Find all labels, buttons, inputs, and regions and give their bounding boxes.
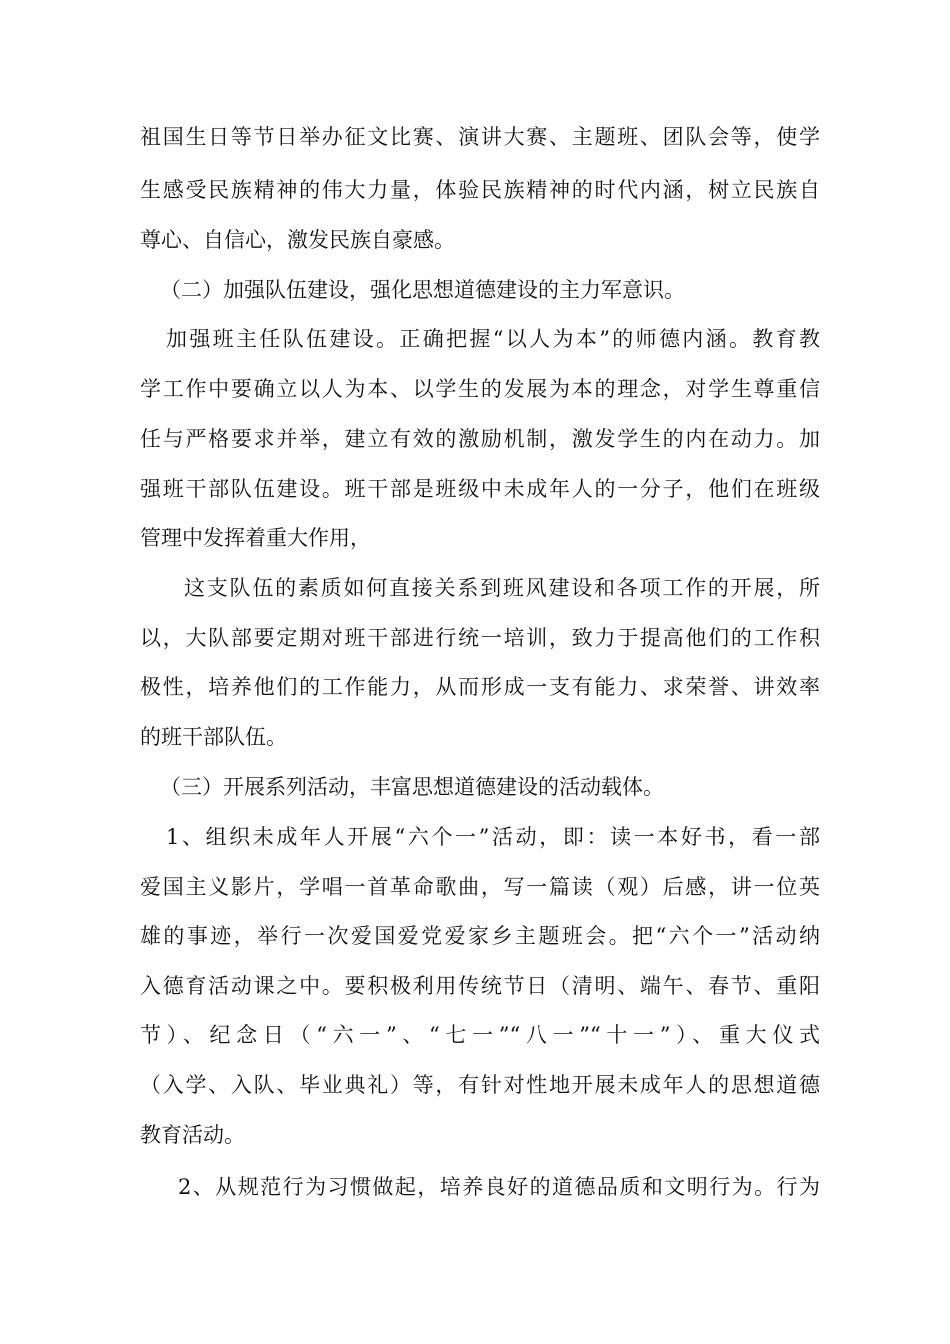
text-line: 祖国生日等节日举办征文比赛、演讲大赛、主题班、团队会等，使学 xyxy=(140,125,820,149)
text-line: 这支队伍的素质如何直接关系到班风建设和各项工作的开展，所 xyxy=(184,576,820,600)
text-line: 学工作中要确立以人为本、以学生的发展为本的理念，对学生尊重信 xyxy=(140,377,820,401)
text-line: 管理中发挥着重大作用， xyxy=(140,526,371,550)
text-line: 的班干部队伍。 xyxy=(140,725,287,749)
section-heading: （二）加强队伍建设，强化思想道德建设的主力军意识。 xyxy=(160,278,685,302)
text-line: 生感受民族精神的伟大力量，体验民族精神的时代内涵，树立民族自 xyxy=(140,178,820,202)
text-line: 爱国主义影片，学唱一首革命歌曲，写一篇读（观）后感，讲一位英 xyxy=(140,875,820,899)
text-line: 雄的事迹，举行一次爱国爱党爱家乡主题班会。把“六个一”活动纳 xyxy=(140,924,820,948)
text-line: 1、组织未成年人开展“六个一”活动，即：读一本好书，看一部 xyxy=(166,825,820,849)
text-line: 尊心、自信心，激发民族自豪感。 xyxy=(140,228,455,252)
text-line: 入德育活动课之中。要积极利用传统节日（清明、端午、春节、重阳 xyxy=(140,974,820,998)
text-line: 加强班主任队伍建设。正确把握“以人为本”的师德内涵。教育教 xyxy=(166,327,820,351)
text-line: （入学、入队、毕业典礼）等，有针对性地开展未成年人的思想道德 xyxy=(140,1073,820,1097)
text-line: 2、从规范行为习惯做起，培养良好的道德品质和文明行为。行为 xyxy=(178,1175,820,1199)
text-line: 任与严格要求并举，建立有效的激励机制，激发学生的内在动力。加 xyxy=(140,427,820,451)
text-line: 强班干部队伍建设。班干部是班级中未成年人的一分子，他们在班级 xyxy=(140,477,820,501)
text-line: 极性，培养他们的工作能力，从而形成一支有能力、求荣誉、讲效率 xyxy=(140,675,820,699)
text-line: 以，大队部要定期对班干部进行统一培训，致力于提高他们的工作积 xyxy=(140,626,820,650)
text-line: 节）、纪念日（“六一”、“七一”“八一”“十一”）、重大仪式 xyxy=(140,1023,820,1047)
section-heading: （三）开展系列活动，丰富思想道德建设的活动载体。 xyxy=(160,775,664,799)
text-line: 教育活动。 xyxy=(140,1123,245,1147)
